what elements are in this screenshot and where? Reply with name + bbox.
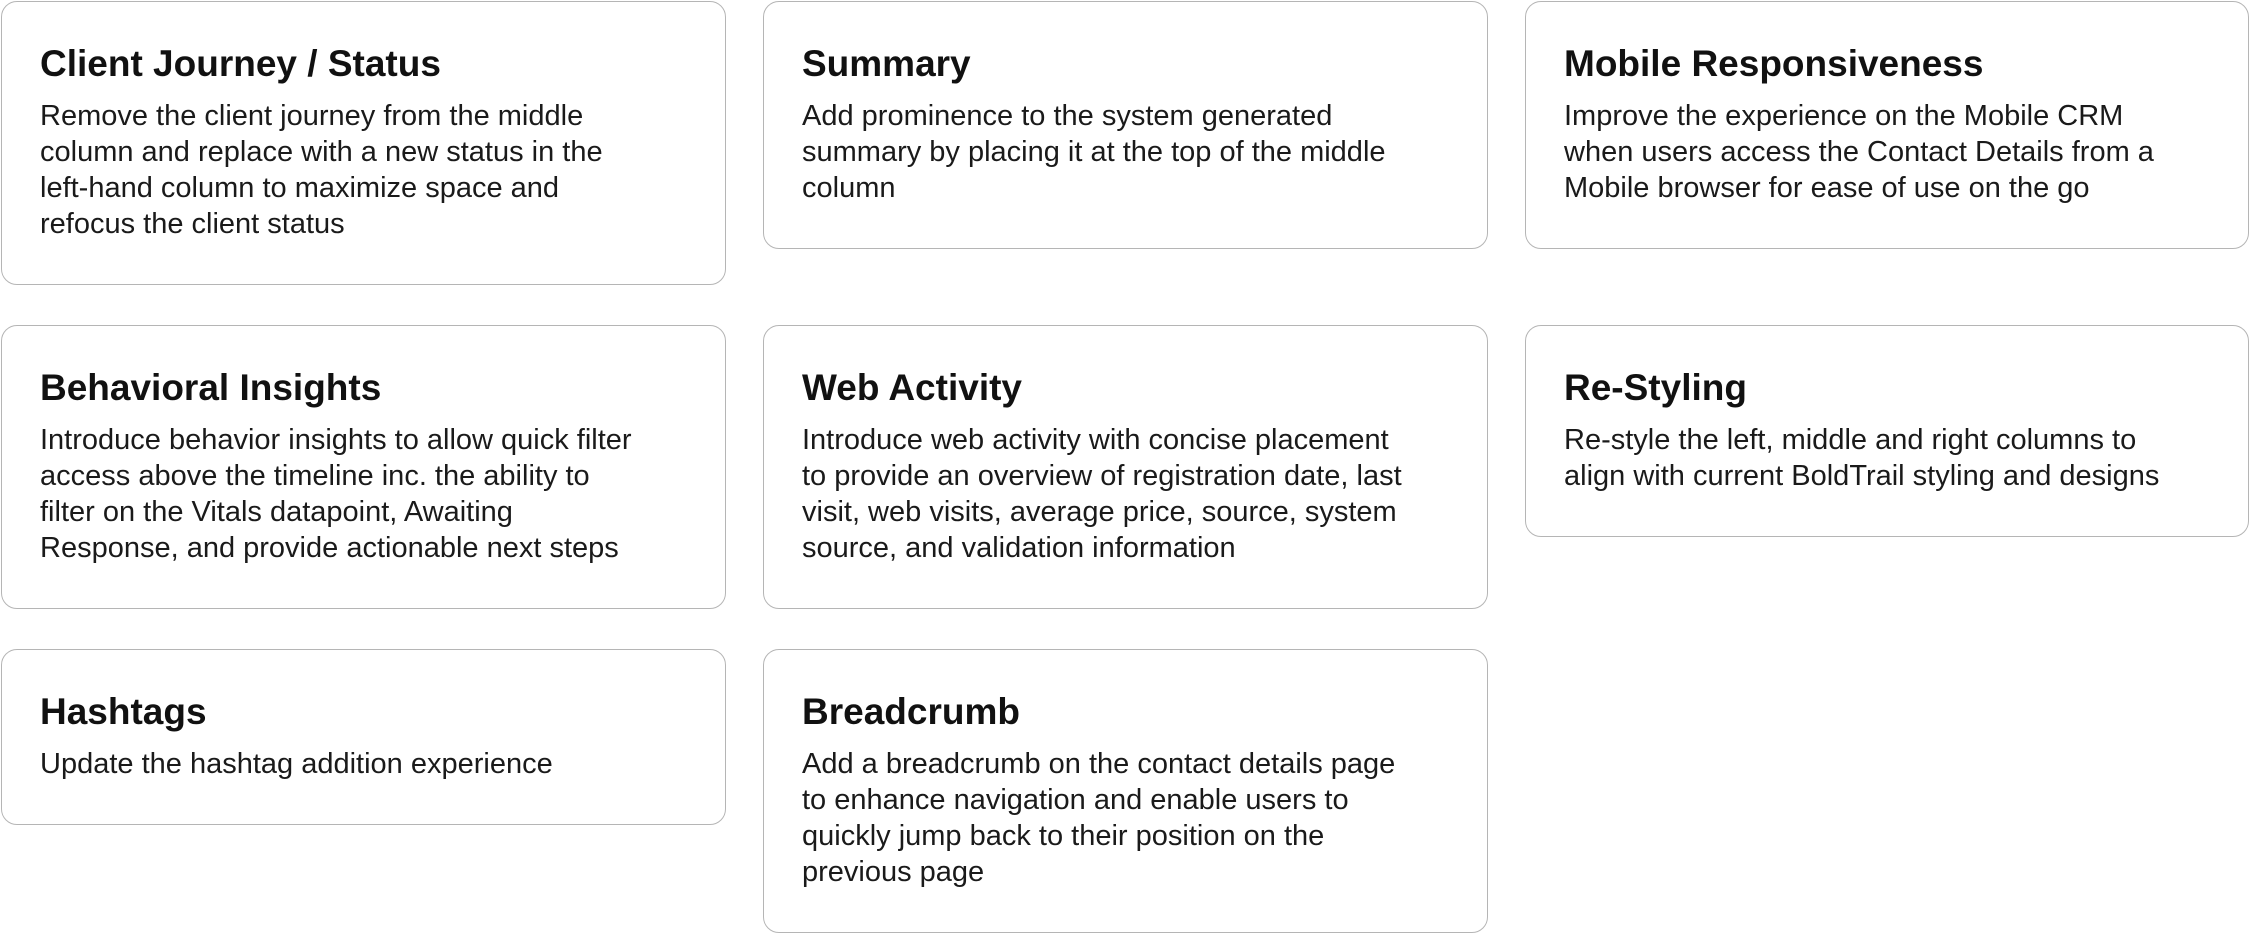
card-title: Client Journey / Status <box>40 43 441 84</box>
card-description-line: visit, web visits, average price, source, system <box>802 496 1397 528</box>
card-description-line: Introduce web activity with concise placement <box>802 424 1389 456</box>
card-description <box>40 746 687 782</box>
card-summary <box>763 1 1488 249</box>
card-description-line: left-hand column to maximize space and <box>40 172 560 204</box>
card-description-line: Re-style the left, middle and right columns to <box>1564 424 2137 456</box>
card-description-line: Remove the client journey from the middle <box>40 100 584 132</box>
card-description-line: column and replace with a new status in the <box>40 136 603 168</box>
card-description-line: refocus the client status <box>40 208 345 240</box>
card-description-line: to provide an overview of registration date, last <box>802 460 1402 492</box>
card-hashtags <box>1 649 726 825</box>
card-title: Behavioral Insights <box>40 367 382 408</box>
card-description <box>802 98 1449 206</box>
card-description <box>802 746 1449 890</box>
card-web-activity <box>763 325 1488 609</box>
card-description-line: Add prominence to the system generated <box>802 100 1333 132</box>
card-description <box>40 422 687 566</box>
card-description-line: Response, and provide actionable next steps <box>40 532 619 564</box>
card-title: Mobile Responsiveness <box>1564 43 1984 84</box>
card-breadcrumb <box>763 649 1488 933</box>
card-description-line: Add a breadcrumb on the contact details page <box>802 748 1396 780</box>
card-description <box>1564 98 2210 206</box>
card-title: Re-Styling <box>1564 367 1747 408</box>
card-description-line: to enhance navigation and enable users to <box>802 784 1349 816</box>
card-description-line: access above the timeline inc. the ability to <box>40 460 590 492</box>
card-title: Web Activity <box>802 367 1022 408</box>
card-description-line: column <box>802 172 896 204</box>
card-description <box>802 422 1449 566</box>
card-description-line: Update the hashtag addition experience <box>40 748 553 780</box>
card-re-styling <box>1525 325 2249 537</box>
card-behavioral-insights <box>1 325 726 609</box>
card-description-line: Mobile browser for ease of use on the go <box>1564 172 2090 204</box>
card-description <box>1564 422 2210 494</box>
card-description-line: quickly jump back to their position on the <box>802 820 1325 852</box>
card-description-line: Improve the experience on the Mobile CRM <box>1564 100 2124 132</box>
card-title: Hashtags <box>40 691 207 732</box>
card-description-line: filter on the Vitals datapoint, Awaiting <box>40 496 513 528</box>
card-description-line: previous page <box>802 856 985 888</box>
card-description-line: align with current BoldTrail styling and designs <box>1564 460 2160 492</box>
card-title: Summary <box>802 43 971 84</box>
card-description-line: summary by placing it at the top of the middle <box>802 136 1386 168</box>
card-description-line: when users access the Contact Details from a <box>1564 136 2154 168</box>
card-description <box>40 98 687 242</box>
card-description-line: source, and validation information <box>802 532 1236 564</box>
card-client-journey-status <box>1 1 726 285</box>
card-description-line: Introduce behavior insights to allow quick filter <box>40 424 632 456</box>
card-mobile-responsiveness <box>1525 1 2249 249</box>
card-title: Breadcrumb <box>802 691 1020 732</box>
